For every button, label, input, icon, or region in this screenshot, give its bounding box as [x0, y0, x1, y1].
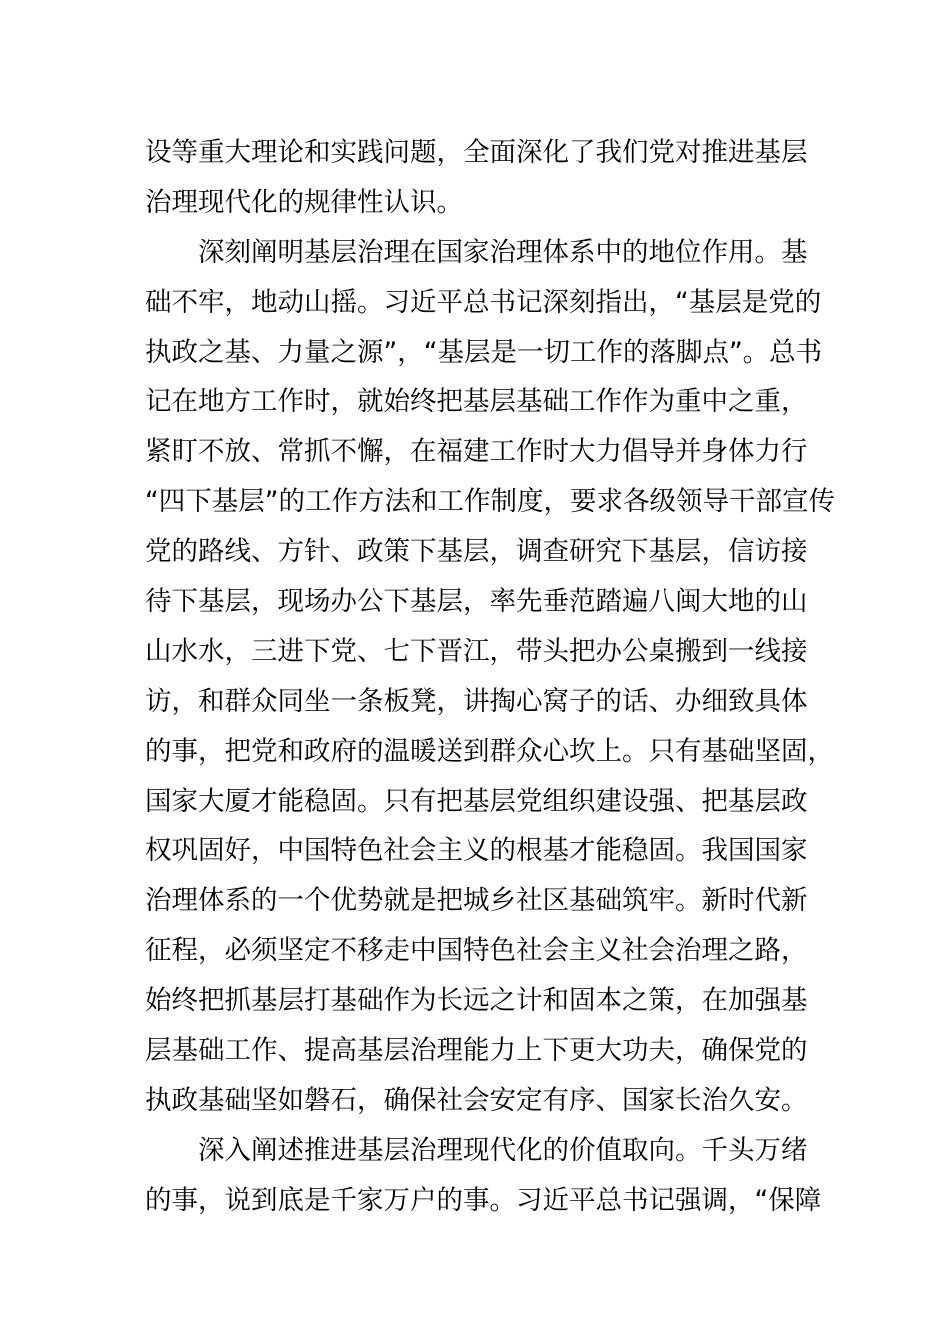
text-line: 山水水，三进下党、七下晋江，带头把办公桌搬到一线接 [145, 635, 808, 667]
paragraph-start-line: 深刻阐明基层治理在国家治理体系中的地位作用。基 [198, 236, 808, 268]
text-line: 的事，说到底是千家万户的事。习近平总书记强调，“保障 [145, 1184, 822, 1216]
text-line: 础不牢，地动山摇。习近平总书记深刻指出，“基层是党的 [145, 286, 822, 318]
text-line: 权巩固好，中国特色社会主义的根基才能稳固。我国国家 [145, 835, 808, 867]
paragraph-start-line: 深入阐述推进基层治理现代化的价值取向。千头万绪 [198, 1134, 808, 1166]
text-line: 党的路线、方针、政策下基层，调查研究下基层，信访接 [145, 536, 808, 568]
text-line: 设等重大理论和实践问题，全面深化了我们党对推进基层 [145, 137, 808, 168]
text-line: 待下基层，现场办公下基层，率先垂范踏遍八闽大地的山 [145, 586, 808, 618]
text-line: 治理体系的一个优势就是把城乡社区基础筑牢。新时代新 [145, 885, 808, 917]
text-line: 记在地方工作时，就始终把基层基础工作作为重中之重， [145, 386, 808, 418]
text-line: 执政基础坚如磐石，确保社会安定有序、国家长治久安。 [145, 1084, 808, 1116]
text-line: 层基础工作、提高基层治理能力上下更大功夫，确保党的 [145, 1035, 808, 1067]
text-line: 紧盯不放、常抓不懈，在福建工作时大力倡导并身体力行 [145, 436, 808, 468]
text-line: 始终把抓基层打基础作为长远之计和固本之策，在加强基 [145, 985, 808, 1017]
text-line: 国家大厦才能稳固。只有把基层党组织建设强、把基层政 [145, 785, 808, 817]
text-line: 执政之基、力量之源”，“基层是一切工作的落脚点”。总书 [145, 336, 823, 368]
text-line: 访，和群众同坐一条板凳，讲掏心窝子的话、办细致具体 [145, 685, 808, 717]
text-line: 的事，把党和政府的温暖送到群众心坎上。只有基础坚固， [145, 735, 834, 767]
text-line: 征程，必须坚定不移走中国特色社会主义社会治理之路， [145, 935, 808, 967]
text-line: “四下基层”的工作方法和工作制度，要求各级领导干部宣传 [145, 486, 835, 518]
body-text [145, 128, 835, 1226]
text-line: 治理现代化的规律性认识。 [145, 186, 463, 218]
